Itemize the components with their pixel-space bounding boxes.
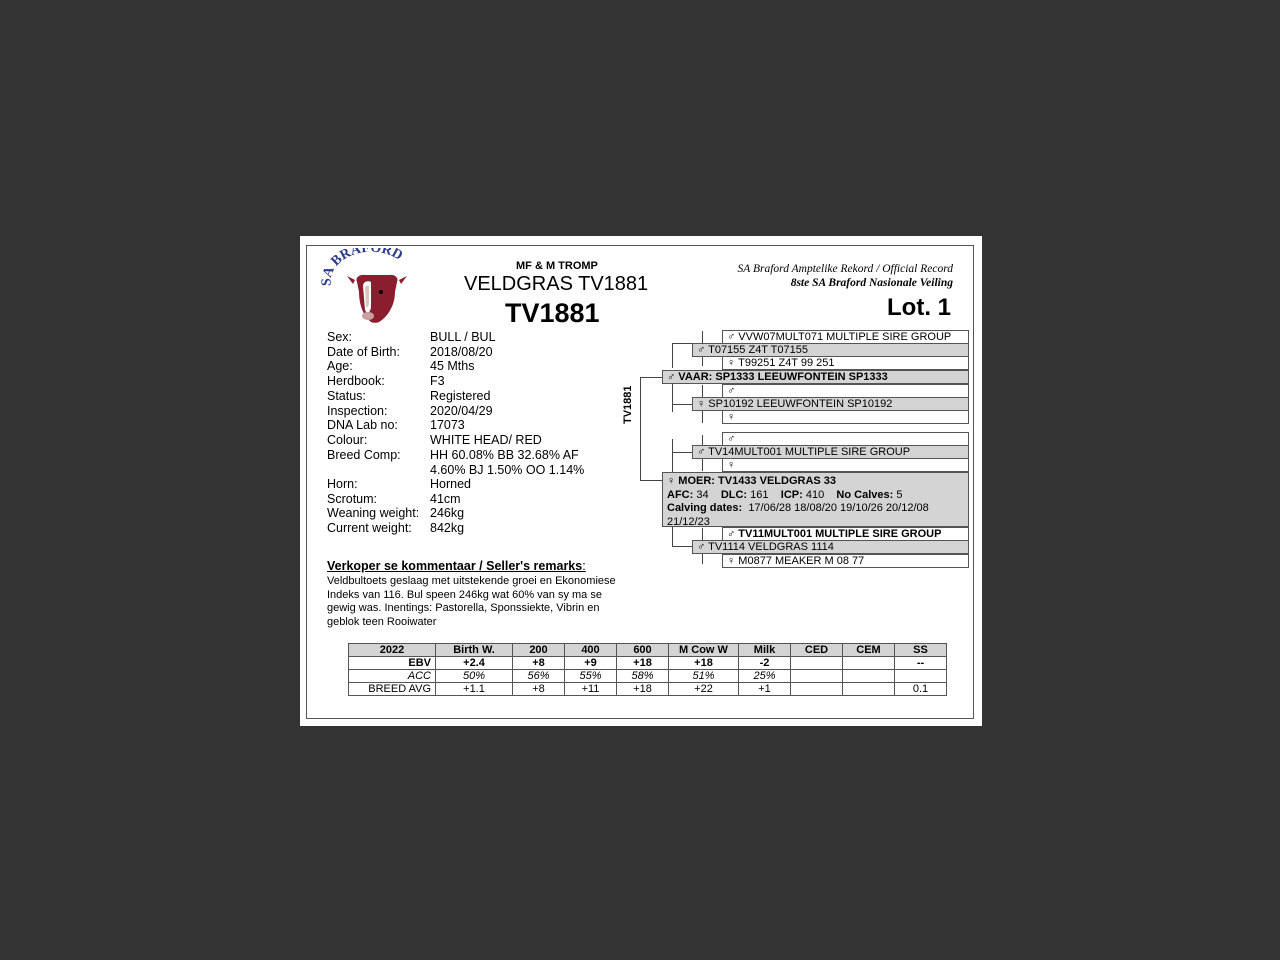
ebv-cell bbox=[843, 657, 895, 670]
sa-braford-logo bbox=[319, 248, 419, 328]
pedigree-box-ggs4: ♂ TV11MULT001 MULTIPLE SIRE GROUP bbox=[722, 527, 969, 541]
ebv-header-cell: 2022 bbox=[349, 644, 436, 657]
ebv-table bbox=[348, 643, 947, 696]
ebv-header-cell: 400 bbox=[565, 644, 617, 657]
detail-value: HH 60.08% BB 32.68% AF bbox=[430, 448, 579, 462]
acc-cell bbox=[895, 670, 947, 683]
pedigree-box-ggd1: ♀ T99251 Z4T 99 251 bbox=[722, 356, 969, 370]
detail-value: F3 bbox=[430, 374, 445, 388]
detail-value: 2018/08/20 bbox=[430, 345, 493, 359]
pedigree-box-ggs1: ♂ VVW07MULT071 MULTIPLE SIRE GROUP bbox=[722, 330, 969, 344]
detail-value: 17073 bbox=[430, 418, 465, 432]
acc-cell: 55% bbox=[565, 670, 617, 683]
animal-name: VELDGRAS TV1881 bbox=[464, 273, 649, 295]
afc-label: AFC: bbox=[667, 488, 694, 501]
breed-avg-cell: +1.1 bbox=[436, 683, 513, 696]
animal-id: TV1881 bbox=[505, 298, 600, 328]
breed-avg-row bbox=[349, 683, 947, 696]
acc-cell bbox=[791, 670, 843, 683]
ebv-cell: +18 bbox=[617, 657, 669, 670]
ebv-header-cell: CEM bbox=[843, 644, 895, 657]
auction-name: 8ste SA Braford Nasionale Veiling bbox=[790, 277, 953, 289]
dam-stats bbox=[667, 489, 964, 503]
ebv-header-cell: CED bbox=[791, 644, 843, 657]
ebv-cell: -2 bbox=[739, 657, 791, 670]
record-card bbox=[300, 236, 982, 726]
acc-cell: 50% bbox=[436, 670, 513, 683]
detail-value: Registered bbox=[430, 389, 491, 403]
detail-label: Sex: bbox=[327, 330, 353, 344]
breed-avg-cell: 0.1 bbox=[895, 683, 947, 696]
breed-avg-cell: +1 bbox=[739, 683, 791, 696]
detail-value: 41cm bbox=[430, 492, 461, 506]
detail-label: Date of Birth: bbox=[327, 345, 400, 359]
afc-value: 34 bbox=[696, 488, 709, 501]
acc-cell: ACC bbox=[349, 670, 436, 683]
detail-label: Inspection: bbox=[327, 404, 388, 418]
detail-label: DNA Lab no: bbox=[327, 418, 398, 432]
ebv-cell: +8 bbox=[513, 657, 565, 670]
detail-value: 246kg bbox=[430, 506, 465, 520]
breed-avg-cell: +8 bbox=[513, 683, 565, 696]
icp-label: ICP: bbox=[780, 488, 803, 501]
acc-cell: 58% bbox=[617, 670, 669, 683]
calving-dates-cont: 21/12/23 bbox=[667, 515, 710, 528]
detail-label: Status: bbox=[327, 389, 366, 403]
remarks-colon: : bbox=[582, 559, 586, 573]
detail-value: 45 Mths bbox=[430, 359, 475, 373]
ebv-header-cell: M Cow W bbox=[669, 644, 739, 657]
ebv-row bbox=[349, 657, 947, 670]
pedigree-box-gs3: ♂ TV1114 VELDGRAS 1114 bbox=[692, 540, 969, 554]
ebv-header-cell: SS bbox=[895, 644, 947, 657]
ebv-cell: +9 bbox=[565, 657, 617, 670]
detail-value: Horned bbox=[430, 477, 471, 491]
ebv-header-cell: 200 bbox=[513, 644, 565, 657]
detail-label: Horn: bbox=[327, 477, 358, 491]
detail-value: BULL / BUL bbox=[430, 330, 496, 344]
calving-dates-label: Calving dates: bbox=[667, 502, 743, 514]
official-record-label: SA Braford Amptelike Rekord / Official Record bbox=[737, 263, 953, 275]
pedigree-box-gd1: ♀ SP10192 LEEUWFONTEIN SP10192 bbox=[692, 397, 969, 411]
calves-label: No Calves: bbox=[836, 488, 894, 501]
lot-number: Lot. 1 bbox=[887, 294, 951, 321]
pedigree-box-ggs2: ♂ bbox=[722, 384, 969, 398]
acc-cell bbox=[843, 670, 895, 683]
dlc-label: DLC: bbox=[720, 488, 748, 501]
pedigree-box-ggd4: ♀ M0877 MEAKER M 08 77 bbox=[722, 554, 969, 568]
pedigree-subject-label: TV1881 bbox=[622, 385, 634, 424]
remarks-text: Veldbultoets geslaag met uitstekende groei en Ekonomiese Indeks van 116. Bul speen 246kg wat 60% van sy ma se gewig was. Inentings: Pastorella, Sponssiekte, Vibrin en geblok teen Rooiwater bbox=[327, 575, 616, 628]
detail-label: Current weight: bbox=[327, 521, 412, 535]
icp-value: 410 bbox=[805, 488, 825, 501]
remarks-heading bbox=[327, 559, 586, 573]
ebv-cell: -- bbox=[895, 657, 947, 670]
calving-dates-line bbox=[667, 502, 964, 516]
detail-label: Scrotum: bbox=[327, 492, 378, 506]
ebv-cell bbox=[791, 657, 843, 670]
pedigree-box-dam bbox=[662, 472, 969, 527]
detail-value: 842kg bbox=[430, 521, 465, 535]
detail-value: 2020/04/29 bbox=[430, 404, 493, 418]
pedigree-box-sire: ♂ VAAR: SP1333 LEEUWFONTEIN SP1333 bbox=[662, 370, 969, 384]
logo-text: SA BRAFORD bbox=[319, 248, 406, 287]
ebv-header-row bbox=[349, 644, 947, 657]
dam-title: ♀ MOER: TV1433 VELDGRAS 33 bbox=[667, 475, 837, 487]
acc-cell: 56% bbox=[513, 670, 565, 683]
detail-value: 4.60% BJ 1.50% OO 1.14% bbox=[430, 463, 585, 477]
pedigree-box-gs1: ♂ T07155 Z4T T07155 bbox=[692, 343, 969, 357]
detail-label: Weaning weight: bbox=[327, 506, 420, 520]
owner-name: MF & M TROMP bbox=[516, 260, 598, 272]
calving-dates: 17/06/28 18/08/20 19/10/26 20/12/08 bbox=[748, 502, 929, 514]
ebv-cell: EBV bbox=[349, 657, 436, 670]
detail-label: Age: bbox=[327, 359, 353, 373]
breed-avg-cell bbox=[791, 683, 843, 696]
detail-label: Breed Comp: bbox=[327, 448, 401, 462]
breed-avg-cell: +11 bbox=[565, 683, 617, 696]
remarks-heading-text: Verkoper se kommentaar / Seller's remarks bbox=[327, 559, 583, 573]
breed-avg-cell bbox=[843, 683, 895, 696]
pedigree-box-ggd2: ♀ bbox=[722, 410, 969, 424]
acc-row bbox=[349, 670, 947, 683]
acc-cell: 51% bbox=[669, 670, 739, 683]
calves-value: 5 bbox=[896, 488, 903, 501]
dlc-value: 161 bbox=[750, 488, 769, 501]
record-border bbox=[306, 245, 974, 719]
pedigree-box-ggd3: ♀ bbox=[722, 458, 969, 472]
ebv-header-cell: Birth W. bbox=[436, 644, 513, 657]
detail-label: Herdbook: bbox=[327, 374, 385, 388]
breed-avg-cell: +18 bbox=[617, 683, 669, 696]
breed-avg-cell: BREED AVG bbox=[349, 683, 436, 696]
pedigree-box-ggs3: ♂ bbox=[722, 432, 969, 446]
ebv-header-cell: 600 bbox=[617, 644, 669, 657]
detail-value: WHITE HEAD/ RED bbox=[430, 433, 542, 447]
pedigree-box-gs2: ♂ TV14MULT001 MULTIPLE SIRE GROUP bbox=[692, 445, 969, 459]
detail-label: Colour: bbox=[327, 433, 368, 447]
breed-avg-cell: +22 bbox=[669, 683, 739, 696]
ebv-cell: +2.4 bbox=[436, 657, 513, 670]
acc-cell: 25% bbox=[739, 670, 791, 683]
ebv-cell: +18 bbox=[669, 657, 739, 670]
ebv-header-cell: Milk bbox=[739, 644, 791, 657]
